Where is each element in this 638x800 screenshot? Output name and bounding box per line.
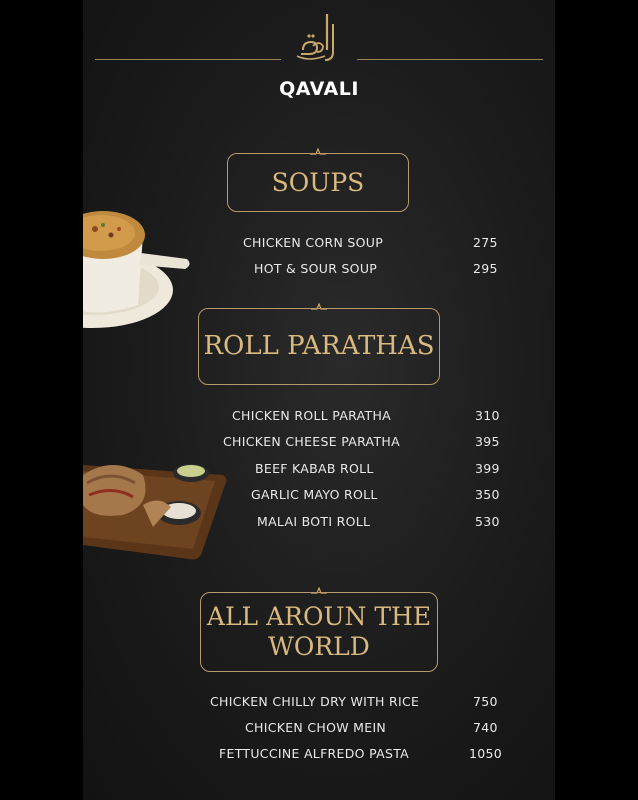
item-price: 395 [475, 434, 500, 449]
item-name: CHICKEN CHOW MEIN [245, 720, 387, 735]
menu-item [83, 434, 555, 454]
menu-item [83, 514, 555, 534]
menu-item [83, 408, 555, 428]
menu-item [83, 694, 555, 714]
section-title-text: ROLL PARATHAS [203, 330, 435, 361]
menu-item [83, 461, 555, 481]
item-name: BEEF KABAB ROLL [255, 461, 374, 476]
menu-item [83, 235, 555, 255]
section-title-text: SOUPS [271, 167, 365, 197]
item-name: HOT & SOUR SOUP [254, 261, 378, 276]
section-title-soups [227, 153, 409, 212]
menu-board [83, 0, 555, 800]
item-price: 1050 [469, 746, 503, 761]
qavali-calligraphy-logo [289, 10, 349, 68]
item-name: FETTUCCINE ALFREDO PASTA [219, 746, 410, 761]
menu-item [83, 746, 555, 766]
item-price: 399 [475, 461, 500, 476]
item-price: 750 [473, 694, 498, 709]
logo [83, 10, 555, 68]
item-price: 295 [473, 261, 498, 276]
section-title-all-around-the-world [200, 592, 438, 672]
item-price: 740 [473, 720, 498, 735]
section-title-line-1: ALL AROUN THE [206, 602, 432, 631]
item-price: 310 [475, 408, 500, 423]
item-price: 275 [473, 235, 498, 250]
section-title-line-2: WORLD [268, 632, 370, 661]
item-name: GARLIC MAYO ROLL [251, 487, 378, 502]
section-title-roll-parathas [198, 308, 440, 385]
item-price: 530 [475, 514, 500, 529]
menu-item [83, 261, 555, 281]
item-price: 350 [475, 487, 500, 502]
item-name: CHICKEN ROLL PARATHA [232, 408, 392, 423]
item-name: CHICKEN CORN SOUP [243, 235, 384, 250]
item-name: CHICKEN CHILLY DRY WITH RICE [210, 694, 420, 709]
menu-item [83, 487, 555, 507]
item-name: MALAI BOTI ROLL [257, 514, 371, 529]
brand-name: QAVALI [279, 78, 359, 100]
item-name: CHICKEN CHEESE PARATHA [223, 434, 400, 449]
menu-item [83, 720, 555, 740]
